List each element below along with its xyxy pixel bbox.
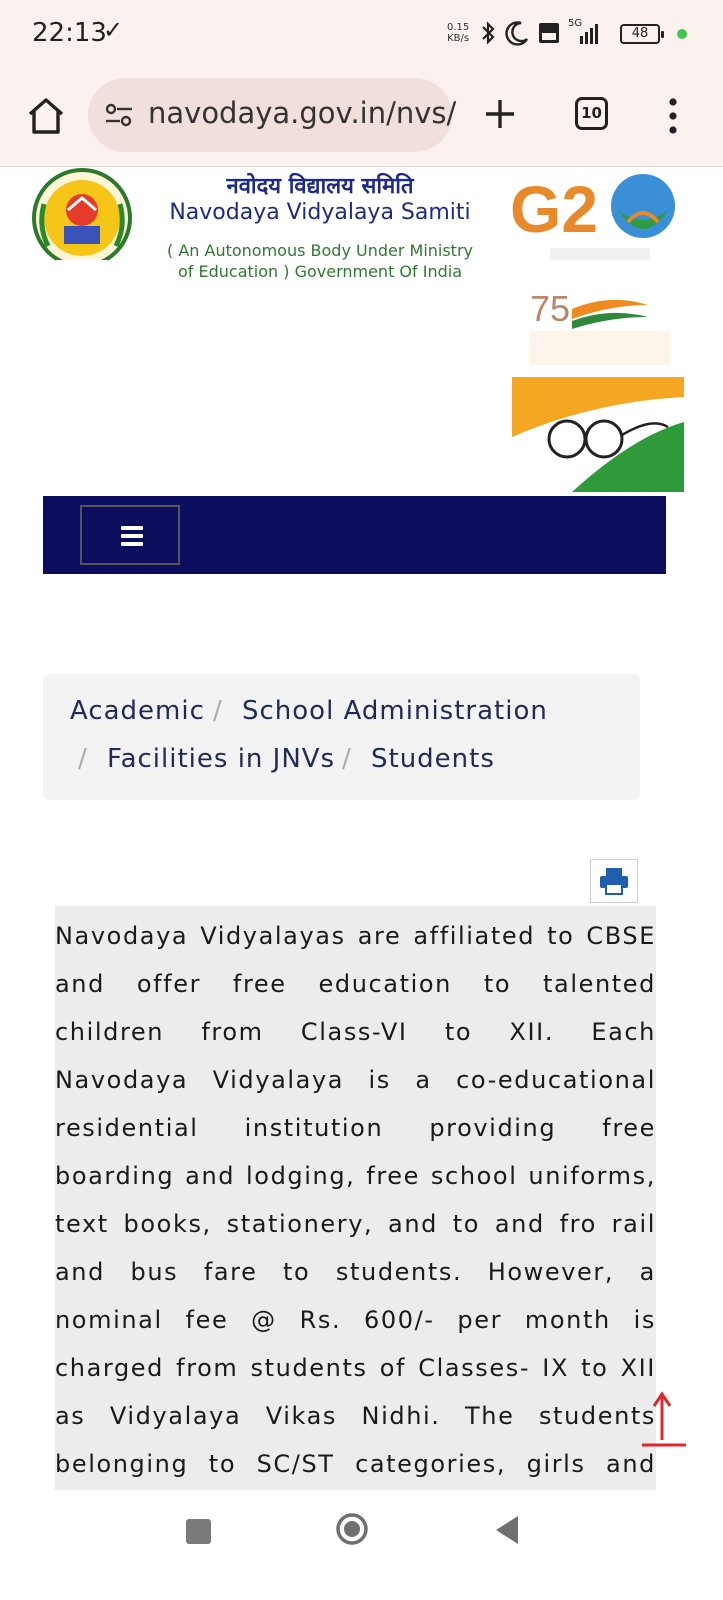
network-speed-unit: KB/s (447, 33, 470, 44)
svg-text:75: 75 (530, 288, 571, 329)
tab-switcher-button[interactable]: 10 (575, 97, 608, 130)
paragraph-line: stationery, and to and fro rail and bus fare (55, 1210, 656, 1286)
hamburger-menu-button[interactable] (80, 505, 180, 565)
check-icon: ✓ (103, 16, 124, 44)
paragraph-line: Vidyalaya is a co-educational residential (55, 1066, 656, 1142)
swachh-bharat-logo (512, 377, 684, 492)
status-time: 22:13 (32, 18, 107, 48)
more-menu-icon[interactable] (663, 94, 683, 138)
browser-toolbar (0, 70, 723, 167)
network-speed-value: 0.15 (447, 22, 470, 33)
scroll-to-top-icon[interactable] (640, 1390, 688, 1450)
site-subtitle-line1: ( An Autonomous Body Under Ministry (167, 241, 473, 260)
volte-icon (538, 22, 560, 44)
site-title: Navodaya Vidyalaya Samiti (169, 200, 471, 225)
paragraph-line: Navodaya Vidyalayas are affiliated to CBSE (55, 922, 656, 950)
site-settings-icon[interactable] (104, 102, 134, 128)
recent-apps-button[interactable] (186, 1519, 211, 1544)
battery-icon: 48 (620, 24, 660, 44)
bluetooth-icon (480, 20, 496, 46)
breadcrumb (43, 674, 640, 800)
home-button[interactable] (335, 1512, 369, 1546)
print-button[interactable] (590, 859, 638, 903)
g20-logo (510, 170, 685, 266)
svg-text:G2: G2 (510, 172, 599, 246)
privacy-indicator-dot (677, 29, 687, 39)
system-navigation-bar (0, 1490, 723, 1600)
breadcrumb-item-facilities[interactable]: Facilities in JNVs (107, 744, 336, 774)
printer-icon (591, 860, 637, 902)
main-navbar (43, 496, 666, 574)
paragraph-line: The students belonging to SC/ST categories, (55, 1402, 656, 1478)
back-button[interactable] (494, 1514, 520, 1546)
status-bar (0, 0, 723, 70)
paragraph-line: and offer free education to talented (55, 970, 656, 998)
paragraph-line: 600/- per month is charged from students of (55, 1306, 656, 1382)
breadcrumb-separator: / (342, 744, 351, 774)
site-title-hindi: नवोदय विद्यालय समिति (226, 174, 414, 199)
breadcrumb-item-academic[interactable]: Academic (70, 696, 205, 726)
breadcrumb-separator: / (78, 744, 87, 774)
breadcrumb-separator: / (213, 696, 222, 726)
paragraph-line: Classes- IX to XII as Vidyalaya Vikas Nidhi. (55, 1354, 656, 1430)
breadcrumb-item-students: Students (371, 744, 495, 774)
breadcrumb-item-school-administration[interactable]: School Administration (242, 696, 548, 726)
status-icons (480, 18, 602, 48)
article-content (55, 906, 656, 1490)
nvs-emblem-logo[interactable] (28, 166, 136, 278)
paragraph-line: lodging, free school uniforms, text books, (55, 1162, 656, 1238)
site-subtitle (150, 240, 490, 282)
article-paragraph (55, 906, 656, 1536)
paragraph-line: institution providing free boarding and (55, 1114, 656, 1190)
paragraph-line: children from Class-VI to XII. Each Navodaya (55, 1018, 656, 1094)
address-bar[interactable] (88, 78, 457, 152)
new-tab-icon[interactable] (478, 92, 522, 136)
moon-icon (504, 20, 530, 46)
paragraph-line: girls and (526, 1450, 657, 1478)
azadi-ka-amrit-mahotsav-logo (520, 285, 685, 375)
site-subtitle-line2: of Education ) Government Of India (177, 262, 463, 281)
signal-icon (568, 20, 602, 46)
paragraph-line: to students. However, a nominal fee @ Rs. (55, 1258, 656, 1334)
network-type: 5G (568, 18, 583, 29)
url-text[interactable]: navodaya.gov.in/nvs/ (148, 96, 457, 130)
network-speed (447, 22, 469, 44)
home-icon[interactable] (22, 92, 70, 140)
